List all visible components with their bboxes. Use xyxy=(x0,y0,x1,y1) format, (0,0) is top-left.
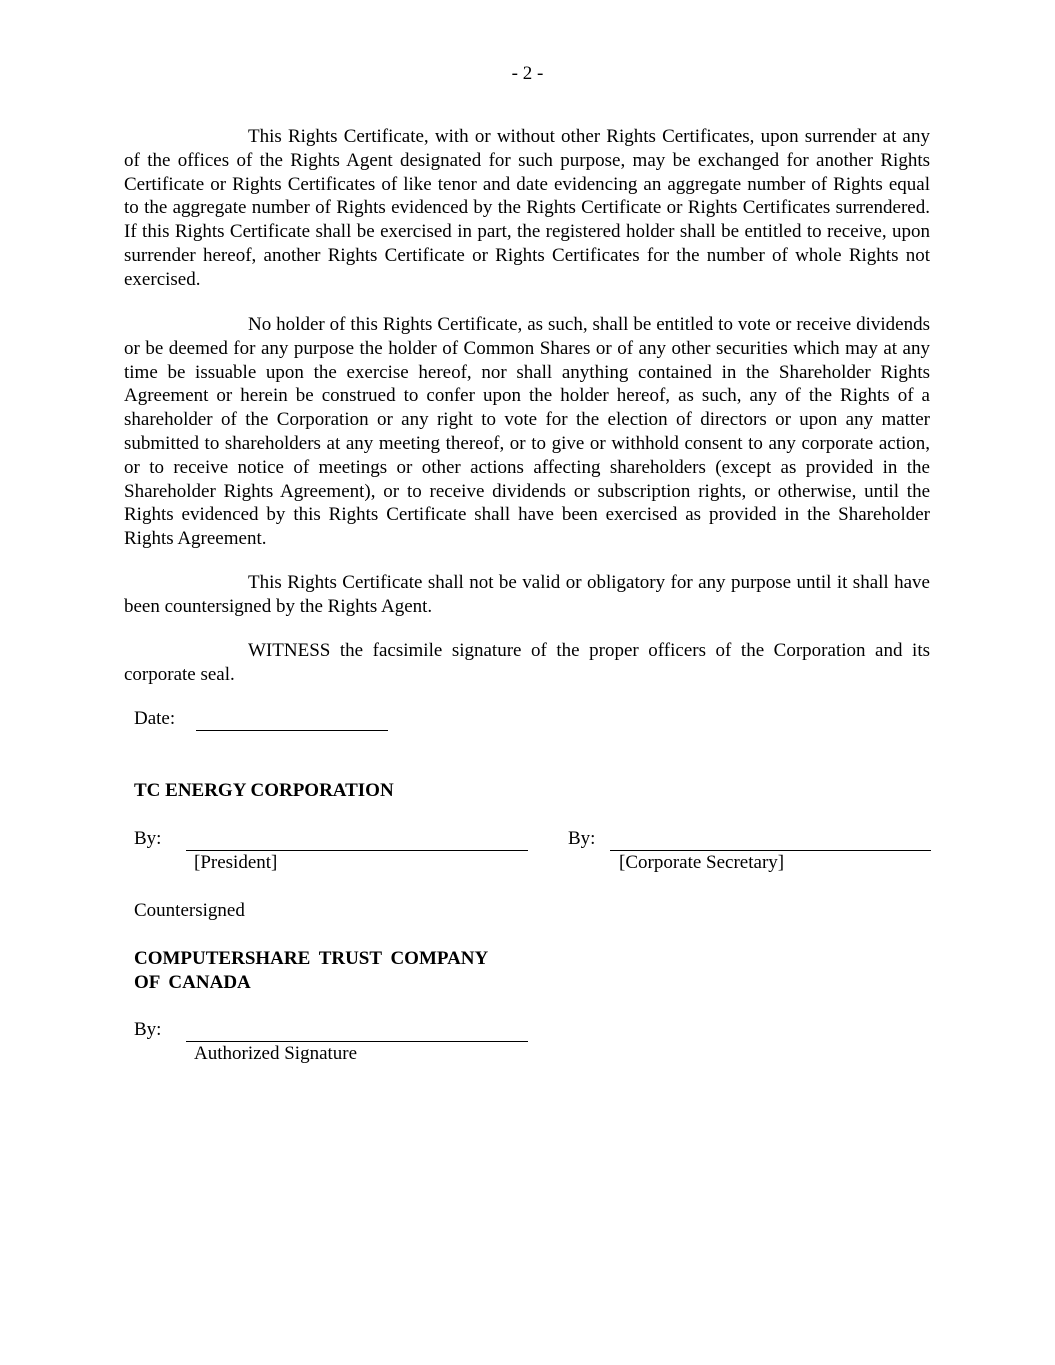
paragraph-witness: WITNESS the facsimile signature of the proper officers of the Corporation and its corporate seal. xyxy=(124,640,930,685)
by-label-left: By: xyxy=(134,828,162,849)
company-name: TC ENERGY CORPORATION xyxy=(134,780,394,801)
by-label-countersign: By: xyxy=(134,1019,162,1040)
countersign-company-line1: COMPUTERSHARE TRUST COMPANY xyxy=(134,948,489,969)
secretary-title: [Corporate Secretary] xyxy=(619,852,785,873)
countersign-company-line2: OF CANADA xyxy=(134,971,251,993)
countersign-company xyxy=(134,947,534,995)
paragraph-validity: This Rights Certificate shall not be valid or obligatory for any purpose until it shall have been countersigned by the Rights Agent. xyxy=(124,572,930,617)
paragraph-exchange: This Rights Certificate, with or without other Rights Certificates, upon surrender at any of the offices of the Rights Agent designated for such purpose, may be exchanged for another Rights Certificate or Rights Certificates of like tenor and date evidencing an aggregate number of Rights equal to the aggregate number of Rights evidenced by the Rights Certificate or Rights Certificates surrendered. If this Rights Certificate shall be exercised in part, the registered holder shall be entitled to receive, upon surrender hereof, another Rights Certificate or Rights Certificates for the number of whole Rights not exercised. xyxy=(124,126,930,290)
date-line[interactable] xyxy=(196,730,388,731)
by-label-right: By: xyxy=(568,828,596,849)
president-title: [President] xyxy=(194,852,278,873)
page-number: - 2 - xyxy=(511,63,544,84)
paragraph-holder-rights: No holder of this Rights Certificate, as such, shall be entitled to vote or receive dividends or be deemed for any purpose the holder of Common Shares or of any other securities which may at any time be issuable upon the exercise hereof, nor shall anything contained in the Shareholder Rights Agreement or herein be construed to confer upon the holder hereof, as such, any of the Rights of a shareholder of the Corporation or any right to vote for the election of directors or upon any matter submitted to shareholders at any meeting thereof, or to give or withhold consent to any corporate action, or to receive notice of meetings or other actions affecting shareholders (except as provided in the Shareholder Rights Agreement), or to receive dividends or subscription rights, or otherwise, until the Rights evidenced by this Rights Certificate shall have been exercised as provided in the Shareholder Rights Agreement. xyxy=(124,314,930,550)
authorized-signature-title: Authorized Signature xyxy=(194,1043,358,1064)
countersigned-label: Countersigned xyxy=(134,900,245,921)
date-label: Date: xyxy=(134,708,176,729)
